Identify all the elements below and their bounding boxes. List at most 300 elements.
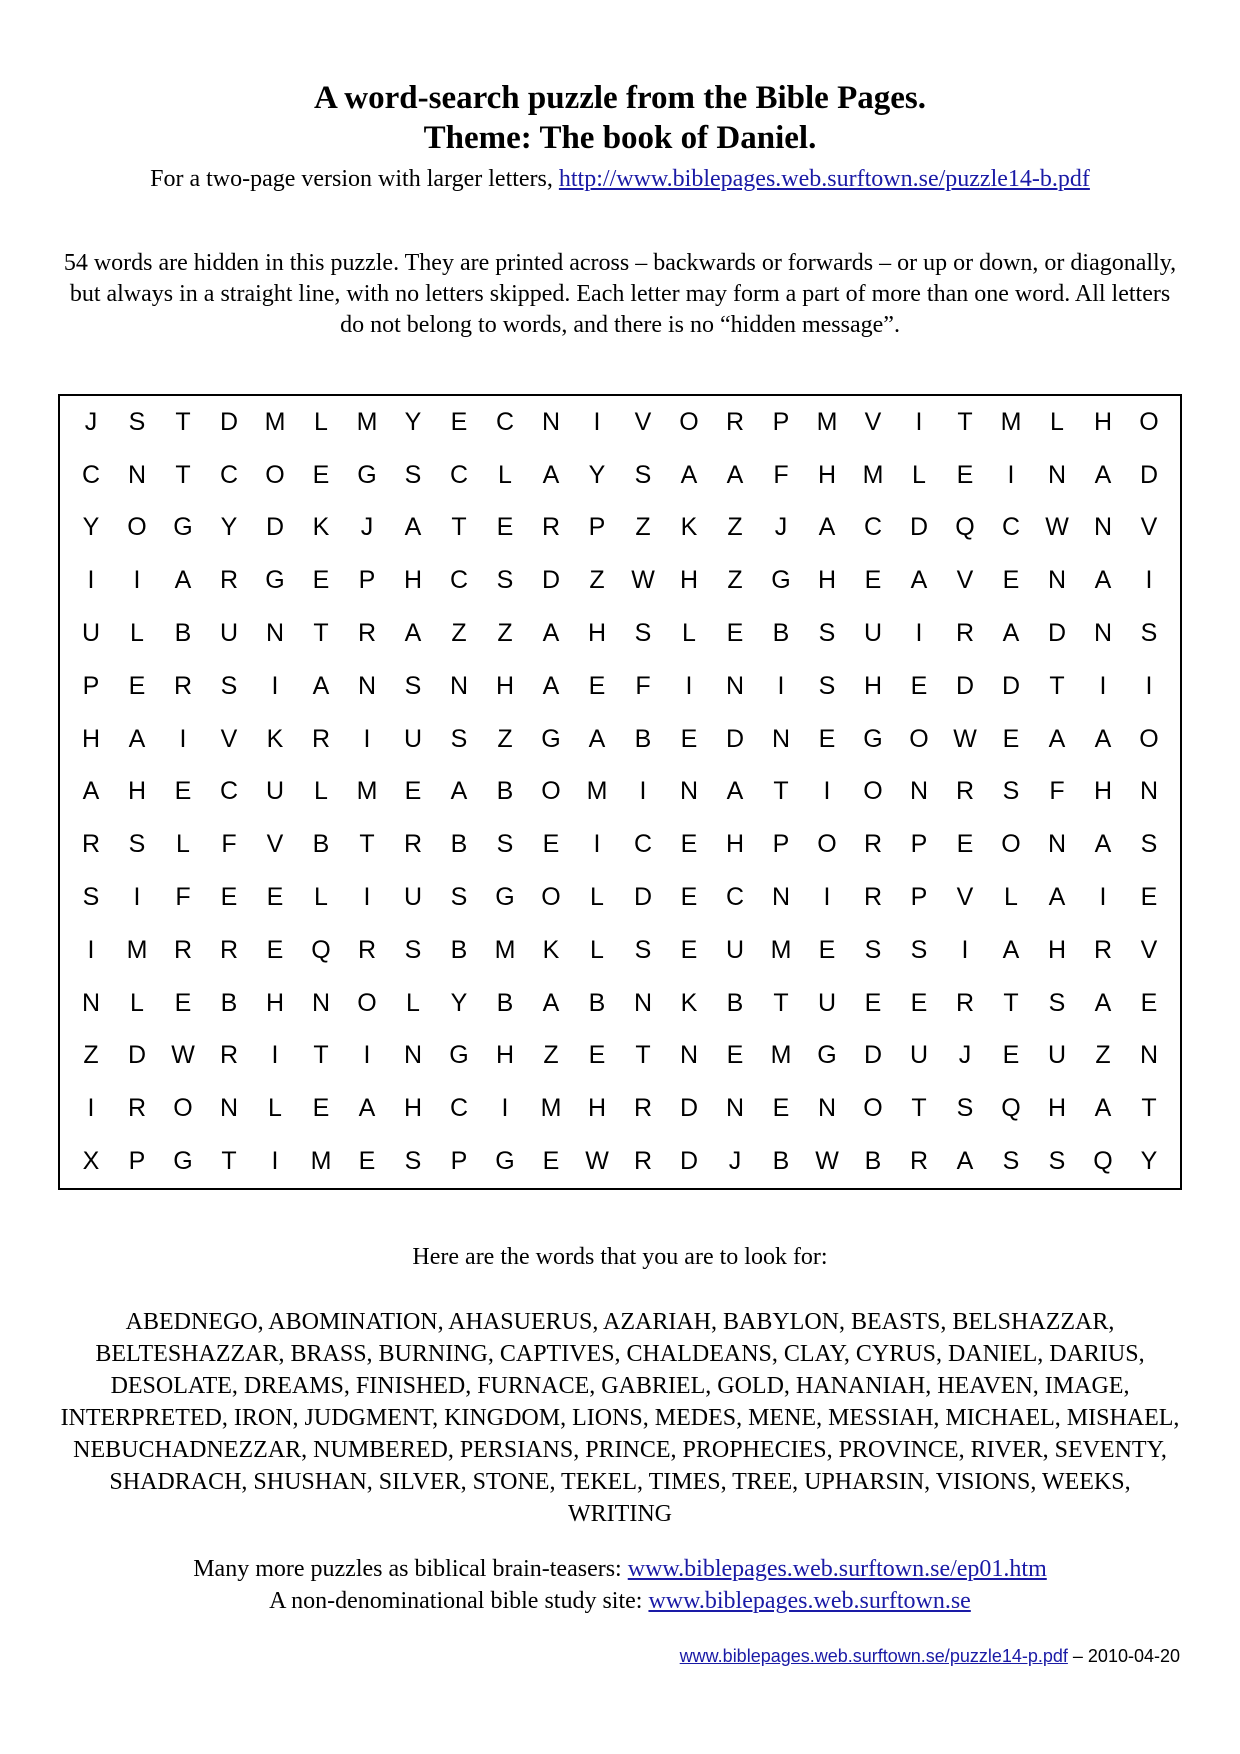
grid-letter: I bbox=[271, 671, 279, 700]
grid-letter: B bbox=[588, 988, 606, 1017]
word-list: ABEDNEGO, ABOMINATION, AHASUERUS, AZARIAH, BABYLON, BEASTS, BELSHAZZAR, BELTESHAZZAR, BRASS, BURNING, CAPTIVES, CHALDEANS, CLAY, CYRUS, DANIEL, DARIUS, DESOLATE, DREAMS, FINISHED, FURNACE, GABRIEL, GOLD, HANANIAH, HEAVEN, IMAGE, INTERPRETED, IRON, JUDGMENT, KINGDOM, LIONS, MEDES, MENE, MESSIAH, MICHAEL, MISHAEL, NEBUCHADNEZZAR, NUMBERED, PERSIANS, PRINCE, PROPHECIES, PROVINCE, RIVER, SEVENTY, SHADRACH, SHUSHAN, SILVER, STONE, TEKEL, TIMES, TREE, UPHARSIN, VISIONS, WEEKS, WRITING bbox=[60, 1309, 1180, 1527]
footer bbox=[680, 1646, 1180, 1667]
grid-letter: A bbox=[1094, 1094, 1112, 1123]
grid-letter: A bbox=[312, 671, 330, 700]
grid-letter: E bbox=[220, 883, 238, 912]
grid-letter: D bbox=[219, 407, 239, 436]
grid-letter: N bbox=[127, 460, 147, 489]
grid-letter: T bbox=[451, 513, 467, 542]
grid-letter: K bbox=[542, 935, 560, 964]
grid-letter: L bbox=[912, 460, 926, 489]
grid-letter: B bbox=[174, 619, 192, 648]
grid-letter: Q bbox=[1093, 1147, 1113, 1176]
grid-letter: A bbox=[588, 724, 606, 753]
grid-letter: L bbox=[130, 988, 144, 1017]
grid-letter: T bbox=[221, 1147, 237, 1176]
grid-letter: E bbox=[588, 671, 606, 700]
grid-letter: S bbox=[404, 1147, 422, 1176]
grid-letter: Y bbox=[450, 988, 468, 1017]
grid-letter: B bbox=[450, 935, 468, 964]
grid-letter: D bbox=[1047, 619, 1067, 648]
grid-letter: R bbox=[541, 513, 561, 542]
grid-letter: A bbox=[542, 619, 560, 648]
grid-letter: A bbox=[174, 566, 192, 595]
grid-letter: O bbox=[817, 830, 837, 859]
grid-letter: T bbox=[359, 830, 375, 859]
grid-letter: C bbox=[633, 830, 653, 859]
grid-letter: E bbox=[128, 671, 146, 700]
grid-letter: G bbox=[173, 513, 193, 542]
grid-letter: R bbox=[955, 619, 975, 648]
grid-letter: Z bbox=[497, 724, 513, 753]
grid-letter: W bbox=[1045, 513, 1069, 542]
grid-letter: V bbox=[864, 407, 882, 436]
grid-letter: R bbox=[725, 407, 745, 436]
grid-letter: H bbox=[863, 671, 883, 700]
grid-letter: W bbox=[585, 1147, 609, 1176]
grid-letter: O bbox=[127, 513, 147, 542]
grid-letter: A bbox=[726, 777, 744, 806]
grid-letter: R bbox=[357, 935, 377, 964]
grid-letter: P bbox=[82, 671, 100, 700]
grid-letter: R bbox=[311, 724, 331, 753]
grid-letter: B bbox=[496, 777, 514, 806]
grid-letter: N bbox=[633, 988, 653, 1017]
grid-letter: R bbox=[173, 935, 193, 964]
grid-letter: T bbox=[313, 619, 329, 648]
grid-letter: E bbox=[496, 513, 514, 542]
grid-letter: L bbox=[590, 935, 604, 964]
page-subtitle: Theme: The book of Daniel. bbox=[423, 120, 817, 156]
grid-letter: J bbox=[360, 513, 374, 542]
grid-letter: H bbox=[495, 1041, 515, 1070]
grid-letter: D bbox=[679, 1094, 699, 1123]
grid-letter: I bbox=[271, 1041, 279, 1070]
grid-letter: N bbox=[771, 883, 791, 912]
grid-letter: R bbox=[955, 777, 975, 806]
grid-letter: S bbox=[404, 935, 422, 964]
grid-letter: E bbox=[726, 1041, 744, 1070]
grid-letter: N bbox=[1047, 460, 1067, 489]
footer-pdf-link[interactable]: www.biblepages.web.surftown.se/puzzle14-p.pdf bbox=[679, 1646, 1068, 1666]
grid-letter: M bbox=[540, 1094, 562, 1123]
grid-letter: M bbox=[770, 1041, 792, 1070]
grid-letter: E bbox=[542, 1147, 560, 1176]
grid-letter: S bbox=[450, 724, 468, 753]
grid-letter: I bbox=[1007, 460, 1015, 489]
grid-letter: I bbox=[823, 777, 831, 806]
grid-letter: V bbox=[220, 724, 238, 753]
grid-letter: E bbox=[358, 1147, 376, 1176]
grid-letter: B bbox=[772, 619, 790, 648]
grid-letter: P bbox=[358, 566, 376, 595]
grid-letter: R bbox=[633, 1147, 653, 1176]
grid-letter: B bbox=[634, 724, 652, 753]
grid-letter: A bbox=[404, 513, 422, 542]
grid-letter: N bbox=[817, 1094, 837, 1123]
more-puzzles-link[interactable]: www.biblepages.web.surftown.se/ep01.htm bbox=[627, 1556, 1047, 1582]
grid-letter: I bbox=[961, 935, 969, 964]
grid-letter: R bbox=[633, 1094, 653, 1123]
grid-letter: Z bbox=[83, 1041, 99, 1070]
grid-letter: I bbox=[363, 1041, 371, 1070]
grid-letter: E bbox=[726, 619, 744, 648]
grid-letter: L bbox=[1050, 407, 1064, 436]
grid-letter: I bbox=[87, 935, 95, 964]
two-page-version-link[interactable]: http://www.biblepages.web.surftown.se/puzzle14-b.pdf bbox=[558, 166, 1090, 192]
grid-letter: S bbox=[128, 830, 146, 859]
grid-letter: P bbox=[772, 407, 790, 436]
grid-letter: E bbox=[772, 1094, 790, 1123]
grid-letter: R bbox=[863, 883, 883, 912]
grid-letter: N bbox=[1047, 830, 1067, 859]
grid-letter: T bbox=[175, 407, 191, 436]
grid-letter: I bbox=[179, 724, 187, 753]
grid-letter: T bbox=[911, 1094, 927, 1123]
grid-letter: E bbox=[910, 671, 928, 700]
grid-letter: N bbox=[1047, 566, 1067, 595]
grid-letter: R bbox=[1093, 935, 1113, 964]
grid-letter: V bbox=[956, 883, 974, 912]
grid-letter: U bbox=[863, 619, 883, 648]
grid-letter: I bbox=[1099, 671, 1107, 700]
grid-letter: E bbox=[266, 883, 284, 912]
grid-letter: E bbox=[588, 1041, 606, 1070]
grid-letter: G bbox=[771, 566, 791, 595]
grid-letter: I bbox=[363, 724, 371, 753]
grid-letter: Z bbox=[451, 619, 467, 648]
grid-letter: T bbox=[175, 460, 191, 489]
grid-letter: S bbox=[450, 883, 468, 912]
grid-letter: A bbox=[450, 777, 468, 806]
grid-letter: I bbox=[915, 619, 923, 648]
grid-letter: A bbox=[1094, 988, 1112, 1017]
grid-letter: H bbox=[587, 619, 607, 648]
grid-letter: S bbox=[1002, 1147, 1020, 1176]
grid-letter: U bbox=[1047, 1041, 1067, 1070]
grid-letter: G bbox=[265, 566, 285, 595]
grid-letter: S bbox=[496, 830, 514, 859]
grid-letter: B bbox=[496, 988, 514, 1017]
grid-letter: L bbox=[314, 883, 328, 912]
grid-letter: P bbox=[128, 1147, 146, 1176]
grid-letter: N bbox=[1139, 1041, 1159, 1070]
grid-letter: S bbox=[818, 671, 836, 700]
grid-letter: A bbox=[1094, 460, 1112, 489]
grid-letter: E bbox=[266, 935, 284, 964]
grid-letter: O bbox=[173, 1094, 193, 1123]
grid-letter: A bbox=[542, 988, 560, 1017]
grid-letter: V bbox=[266, 830, 284, 859]
grid-letter: I bbox=[823, 883, 831, 912]
grid-letter: D bbox=[127, 1041, 147, 1070]
footer-date: – 2010-04-20 bbox=[1067, 1646, 1180, 1666]
grid-letter: C bbox=[725, 883, 745, 912]
grid-letter: S bbox=[634, 935, 652, 964]
grid-letter: S bbox=[220, 671, 238, 700]
grid-letter: U bbox=[403, 724, 423, 753]
grid-letter: F bbox=[773, 460, 789, 489]
grid-letter: S bbox=[1140, 830, 1158, 859]
grid-letter: S bbox=[1002, 777, 1020, 806]
grid-letter: S bbox=[1140, 619, 1158, 648]
grid-letter: C bbox=[495, 407, 515, 436]
grid-letter: I bbox=[363, 883, 371, 912]
grid-letter: N bbox=[311, 988, 331, 1017]
grid-letter: M bbox=[310, 1147, 332, 1176]
grid-letter: C bbox=[219, 460, 239, 489]
grid-letter: T bbox=[773, 988, 789, 1017]
grid-letter: P bbox=[910, 883, 928, 912]
grid-letter: Y bbox=[1140, 1147, 1158, 1176]
word-list-heading: Here are the words that you are to look for: bbox=[412, 1244, 828, 1270]
grid-letter: S bbox=[82, 883, 100, 912]
grid-letter: H bbox=[265, 988, 285, 1017]
grid-letter: D bbox=[955, 671, 975, 700]
grid-letter: Z bbox=[727, 566, 743, 595]
grid-letter: H bbox=[679, 566, 699, 595]
grid-letter: L bbox=[498, 460, 512, 489]
grid-letter: N bbox=[219, 1094, 239, 1123]
grid-letter: S bbox=[496, 566, 514, 595]
grid-letter: N bbox=[679, 1041, 699, 1070]
grid-letter: E bbox=[1002, 724, 1020, 753]
grid-letter: L bbox=[314, 777, 328, 806]
grid-letter: T bbox=[1049, 671, 1065, 700]
grid-letter: O bbox=[909, 724, 929, 753]
grid-letter: V bbox=[1140, 513, 1158, 542]
grid-letter: V bbox=[956, 566, 974, 595]
grid-letter: Y bbox=[82, 513, 100, 542]
grid-letter: U bbox=[817, 988, 837, 1017]
grid-letter: N bbox=[725, 671, 745, 700]
grid-letter: I bbox=[685, 671, 693, 700]
grid-letter: P bbox=[450, 1147, 468, 1176]
grid-letter: H bbox=[817, 566, 837, 595]
grid-letter: H bbox=[495, 671, 515, 700]
grid-letter: I bbox=[915, 407, 923, 436]
two-page-version-text: For a two-page version with larger letters, bbox=[150, 166, 559, 192]
grid-letter: L bbox=[176, 830, 190, 859]
grid-letter: G bbox=[495, 1147, 515, 1176]
grid-letter: F bbox=[221, 830, 237, 859]
grid-letter: E bbox=[680, 724, 698, 753]
grid-letter: B bbox=[772, 1147, 790, 1176]
grid-letter: U bbox=[909, 1041, 929, 1070]
grid-letter: D bbox=[725, 724, 745, 753]
grid-letter: K bbox=[266, 724, 284, 753]
grid-letter: M bbox=[494, 935, 516, 964]
instructions-paragraph: 54 words are hidden in this puzzle. They are printed across – backwards or forwards – or up or down, or diagonally, but always in a straight line, with no letters skipped. Each letter may form a part of more than one word. All letters do not belong to words, and there is no “hidden message”. bbox=[63, 250, 1177, 338]
grid-letter: E bbox=[312, 1094, 330, 1123]
grid-letter: I bbox=[87, 566, 95, 595]
grid-letter: R bbox=[955, 988, 975, 1017]
grid-letter: A bbox=[404, 619, 422, 648]
grid-letter: A bbox=[1094, 724, 1112, 753]
grid-letter: K bbox=[680, 988, 698, 1017]
grid-letter: E bbox=[174, 988, 192, 1017]
grid-letter: Q bbox=[1001, 1094, 1021, 1123]
grid-letter: R bbox=[219, 935, 239, 964]
grid-letter: L bbox=[314, 407, 328, 436]
grid-letter: S bbox=[128, 407, 146, 436]
grid-letter: A bbox=[818, 513, 836, 542]
grid-letter: O bbox=[863, 1094, 883, 1123]
grid-letter: H bbox=[403, 1094, 423, 1123]
grid-letter: I bbox=[1145, 566, 1153, 595]
grid-letter: R bbox=[219, 566, 239, 595]
grid-letter: C bbox=[449, 1094, 469, 1123]
grid-letter: L bbox=[406, 988, 420, 1017]
grid-letter: C bbox=[219, 777, 239, 806]
grid-letter: S bbox=[864, 935, 882, 964]
grid-letter: O bbox=[265, 460, 285, 489]
grid-letter: Y bbox=[588, 460, 606, 489]
grid-letter: P bbox=[588, 513, 606, 542]
grid-letter: U bbox=[725, 935, 745, 964]
grid-letter: M bbox=[356, 777, 378, 806]
study-site-link[interactable]: www.biblepages.web.surftown.se bbox=[648, 1588, 971, 1614]
grid-letter: N bbox=[909, 777, 929, 806]
grid-letter: I bbox=[593, 407, 601, 436]
grid-letter: E bbox=[680, 935, 698, 964]
grid-letter: W bbox=[631, 566, 655, 595]
grid-letter: R bbox=[81, 830, 101, 859]
grid-letter: E bbox=[1140, 883, 1158, 912]
grid-letter: T bbox=[313, 1041, 329, 1070]
grid-letter: E bbox=[818, 724, 836, 753]
grid-letter: H bbox=[403, 566, 423, 595]
grid-letter: H bbox=[817, 460, 837, 489]
grid-letter: Z bbox=[497, 619, 513, 648]
grid-letter: N bbox=[1139, 777, 1159, 806]
grid-letter: L bbox=[268, 1094, 282, 1123]
grid-letter: T bbox=[773, 777, 789, 806]
grid-letter: S bbox=[634, 619, 652, 648]
grid-letter: E bbox=[312, 566, 330, 595]
grid-letter: I bbox=[133, 566, 141, 595]
grid-letter: H bbox=[1047, 1094, 1067, 1123]
grid-letter: N bbox=[81, 988, 101, 1017]
grid-letter: N bbox=[771, 724, 791, 753]
grid-letter: A bbox=[542, 460, 560, 489]
grid-letter: F bbox=[175, 883, 191, 912]
grid-letter: O bbox=[541, 777, 561, 806]
grid-letter: D bbox=[541, 566, 561, 595]
grid-letter: O bbox=[1139, 407, 1159, 436]
grid-letter: J bbox=[774, 513, 788, 542]
grid-letter: W bbox=[815, 1147, 839, 1176]
grid-letter: B bbox=[450, 830, 468, 859]
grid-letter: D bbox=[863, 1041, 883, 1070]
grid-letter: T bbox=[1141, 1094, 1157, 1123]
grid-letter: I bbox=[777, 671, 785, 700]
grid-letter: U bbox=[403, 883, 423, 912]
grid-letter: D bbox=[679, 1147, 699, 1176]
grid-letter: O bbox=[863, 777, 883, 806]
grid-letter: B bbox=[726, 988, 744, 1017]
grid-letter: S bbox=[1048, 988, 1066, 1017]
grid-letter: S bbox=[1048, 1147, 1066, 1176]
grid-letter: E bbox=[1140, 988, 1158, 1017]
grid-letter: R bbox=[909, 1147, 929, 1176]
study-site-line bbox=[0, 1588, 1240, 1615]
grid-letter: C bbox=[1001, 513, 1021, 542]
grid-letter: I bbox=[1145, 671, 1153, 700]
grid-letter: A bbox=[726, 460, 744, 489]
grid-letter: C bbox=[81, 460, 101, 489]
grid-letter: R bbox=[127, 1094, 147, 1123]
grid-letter: N bbox=[679, 777, 699, 806]
grid-letter: H bbox=[1047, 935, 1067, 964]
grid-letter: I bbox=[593, 830, 601, 859]
grid-letter: O bbox=[679, 407, 699, 436]
grid-letter: G bbox=[817, 1041, 837, 1070]
grid-letter: E bbox=[910, 988, 928, 1017]
grid-letter: A bbox=[1094, 830, 1112, 859]
grid-letter: E bbox=[680, 830, 698, 859]
grid-letter: D bbox=[633, 883, 653, 912]
grid-letter: Z bbox=[543, 1041, 559, 1070]
grid-letter: N bbox=[725, 1094, 745, 1123]
grid-letter: G bbox=[863, 724, 883, 753]
grid-letter: M bbox=[862, 460, 884, 489]
grid-letter: Z bbox=[635, 513, 651, 542]
grid-letter: M bbox=[356, 407, 378, 436]
grid-letter: M bbox=[816, 407, 838, 436]
grid-letter: C bbox=[449, 460, 469, 489]
grid-letter: G bbox=[449, 1041, 469, 1070]
grid-letter: V bbox=[1140, 935, 1158, 964]
grid-letter: R bbox=[173, 671, 193, 700]
grid-letter: E bbox=[864, 988, 882, 1017]
grid-letter: A bbox=[1048, 883, 1066, 912]
grid-letter: V bbox=[634, 407, 652, 436]
grid-letter: A bbox=[82, 777, 100, 806]
grid-letter: D bbox=[1001, 671, 1021, 700]
grid-letter: T bbox=[957, 407, 973, 436]
grid-letter: M bbox=[586, 777, 608, 806]
grid-letter: E bbox=[818, 935, 836, 964]
grid-letter: W bbox=[953, 724, 977, 753]
grid-letter: M bbox=[126, 935, 148, 964]
grid-letter: O bbox=[541, 883, 561, 912]
page-title: A word-search puzzle from the Bible Pages. bbox=[314, 80, 926, 116]
grid-letter: L bbox=[1004, 883, 1018, 912]
grid-letter: Y bbox=[404, 407, 422, 436]
grid-letter: E bbox=[404, 777, 422, 806]
grid-letter: H bbox=[587, 1094, 607, 1123]
grid-letter: U bbox=[265, 777, 285, 806]
grid-letter: W bbox=[171, 1041, 195, 1070]
grid-letter: B bbox=[864, 1147, 882, 1176]
grid-letter: L bbox=[130, 619, 144, 648]
grid-letter: R bbox=[863, 830, 883, 859]
grid-letter: N bbox=[357, 671, 377, 700]
grid-letter: Z bbox=[589, 566, 605, 595]
grid-letter: P bbox=[772, 830, 790, 859]
grid-letter: S bbox=[956, 1094, 974, 1123]
grid-letter: K bbox=[312, 513, 330, 542]
grid-letter: N bbox=[449, 671, 469, 700]
grid-letter: A bbox=[358, 1094, 376, 1123]
grid-letter: G bbox=[495, 883, 515, 912]
grid-letter: E bbox=[1002, 1041, 1020, 1070]
grid-letter: O bbox=[1139, 724, 1159, 753]
grid-letter: I bbox=[1099, 883, 1107, 912]
grid-letter: S bbox=[634, 460, 652, 489]
grid-letter: A bbox=[128, 724, 146, 753]
